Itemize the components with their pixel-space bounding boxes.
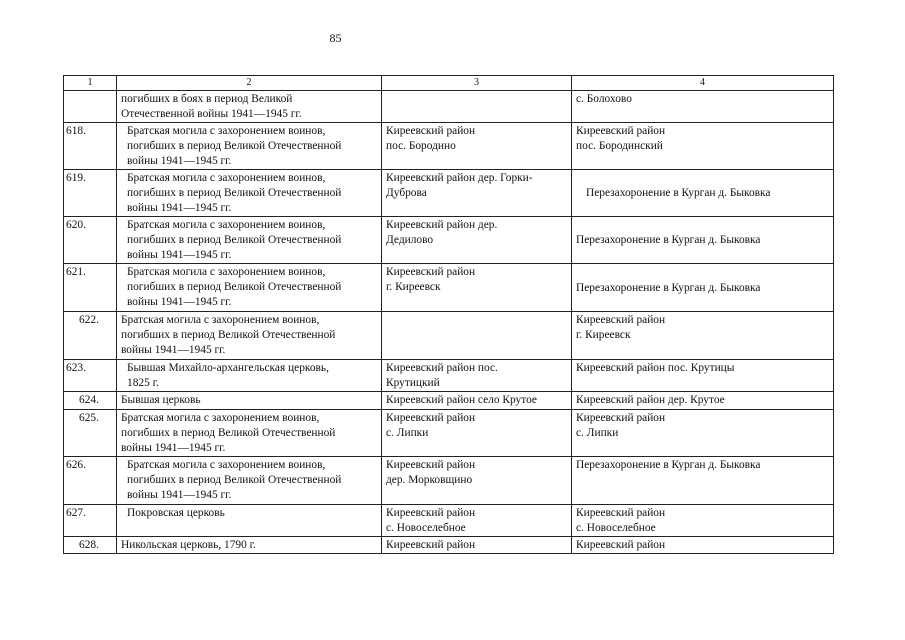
location: Киреевский район дер. Горки- Дуброва bbox=[382, 170, 572, 217]
notes: Перезахоронение в Курган д. Быковка bbox=[572, 170, 834, 217]
object-name: Бывшая Михайло-архангельская церковь, 1825 г. bbox=[117, 360, 382, 392]
column-header: 4 bbox=[572, 76, 834, 91]
row-number: 624. bbox=[64, 392, 117, 410]
notes: Киреевский район пос. Бородинский bbox=[572, 123, 834, 170]
row-number: 622. bbox=[64, 312, 117, 360]
page-number: 85 bbox=[329, 31, 342, 45]
row-number: 621. bbox=[64, 264, 117, 312]
location: Киреевский район пос. Бородино bbox=[382, 123, 572, 170]
location: Киреевский район дер. Морковщино bbox=[382, 457, 572, 505]
location: Киреевский район пос. Крутицкий bbox=[382, 360, 572, 392]
column-header: 3 bbox=[382, 76, 572, 91]
table-row bbox=[64, 392, 834, 410]
location bbox=[382, 312, 572, 360]
table-row bbox=[64, 264, 834, 312]
location: Киреевский район с. Новоселебное bbox=[382, 505, 572, 537]
object-name: Покровская церковь bbox=[117, 505, 382, 537]
notes: Киреевский район с. Липки bbox=[572, 410, 834, 457]
object-name: Братская могила с захоронением воинов, погибших в период Великой Отечественной войны 1941—1945 гг. bbox=[117, 264, 382, 312]
notes: Перезахоронение в Курган д. Быковка bbox=[572, 457, 834, 505]
location: Киреевский район bbox=[382, 537, 572, 554]
column-header: 2 bbox=[117, 76, 382, 91]
row-number: 628. bbox=[64, 537, 117, 554]
object-name: Братская могила с захоронением воинов, погибших в период Великой Отечественной войны 1941—1945 гг. bbox=[117, 217, 382, 264]
table-row bbox=[64, 123, 834, 170]
object-name: погибших в боях в период Великой Отечественной войны 1941—1945 гг. bbox=[117, 91, 382, 123]
table-row bbox=[64, 457, 834, 505]
object-name: Никольская церковь, 1790 г. bbox=[117, 537, 382, 554]
object-name: Братская могила с захоронением воинов, погибших в период Великой Отечественной войны 1941—1945 гг. bbox=[117, 312, 382, 360]
notes: Киреевский район bbox=[572, 537, 834, 554]
object-name: Братская могила с захоронением воинов, погибших в период Великой Отечественной войны 1941—1945 гг. bbox=[117, 170, 382, 217]
table-row bbox=[64, 360, 834, 392]
table-row bbox=[64, 170, 834, 217]
row-number: 627. bbox=[64, 505, 117, 537]
row-number: 626. bbox=[64, 457, 117, 505]
location: Киреевский район г. Киреевск bbox=[382, 264, 572, 312]
object-name: Братская могила с захоронением воинов, погибших в период Великой Отечественной войны 1941—1945 гг. bbox=[117, 123, 382, 170]
notes: с. Болохово bbox=[572, 91, 834, 123]
location: Киреевский район село Крутое bbox=[382, 392, 572, 410]
table-row bbox=[64, 217, 834, 264]
row-number: 618. bbox=[64, 123, 117, 170]
monuments-table bbox=[63, 75, 834, 554]
row-number: 620. bbox=[64, 217, 117, 264]
notes: Киреевский район дер. Крутое bbox=[572, 392, 834, 410]
table-header-row bbox=[64, 76, 834, 91]
notes: Киреевский район с. Новоселебное bbox=[572, 505, 834, 537]
location: Киреевский район дер. Дедилово bbox=[382, 217, 572, 264]
row-number bbox=[64, 91, 117, 123]
notes: Киреевский район пос. Крутицы bbox=[572, 360, 834, 392]
object-name: Братская могила с захоронением воинов, погибших в период Великой Отечественной войны 1941—1945 гг. bbox=[117, 457, 382, 505]
table-row bbox=[64, 505, 834, 537]
notes: Перезахоронение в Курган д. Быковка bbox=[572, 217, 834, 264]
table-row bbox=[64, 410, 834, 457]
column-header: 1 bbox=[64, 76, 117, 91]
table-row bbox=[64, 537, 834, 554]
notes: Киреевский район г. Киреевск bbox=[572, 312, 834, 360]
location bbox=[382, 91, 572, 123]
row-number: 623. bbox=[64, 360, 117, 392]
notes: Перезахоронение в Курган д. Быковка bbox=[572, 264, 834, 312]
row-number: 619. bbox=[64, 170, 117, 217]
object-name: Бывшая церковь bbox=[117, 392, 382, 410]
object-name: Братская могила с захоронением воинов, погибших в период Великой Отечественной войны 1941—1945 гг. bbox=[117, 410, 382, 457]
table-row bbox=[64, 312, 834, 360]
location: Киреевский район с. Липки bbox=[382, 410, 572, 457]
row-number: 625. bbox=[64, 410, 117, 457]
table-row bbox=[64, 91, 834, 123]
